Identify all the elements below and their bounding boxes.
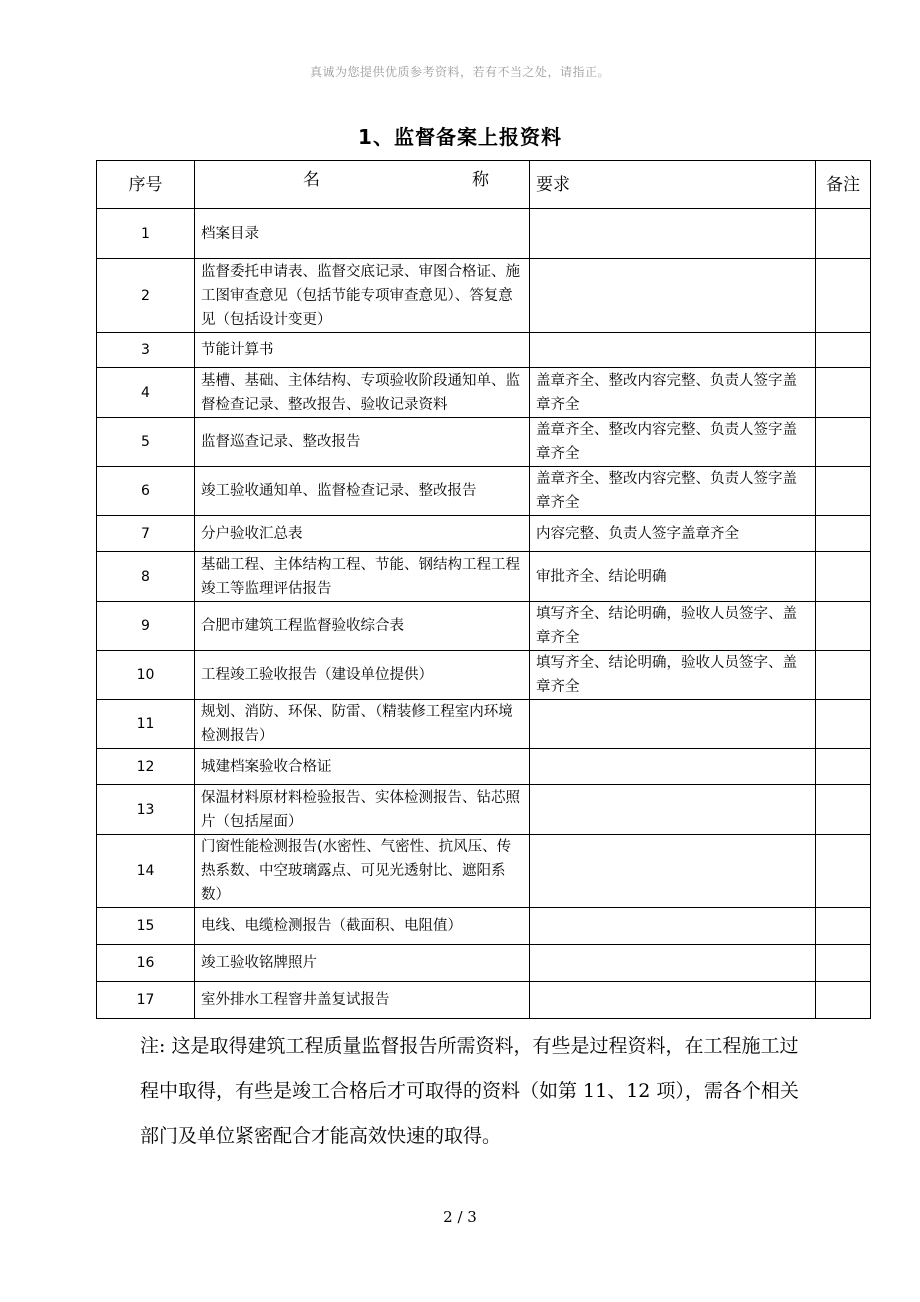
footnote-paragraph: 注: 这是取得建筑工程质量监督报告所需资料，有些是过程资料，在工程施工过程中取得，有些是竣工合格后才可取得的资料（如第 11、12 项），需各个相关部门及单位紧密配合才能高效快速的取得。 bbox=[140, 1035, 799, 1147]
row-requirement-cell bbox=[530, 945, 816, 982]
row-remarks-cell bbox=[816, 516, 871, 552]
header-seq: 序号 bbox=[97, 161, 195, 209]
row-name-cell: 保温材料原材料检验报告、实体检测报告、钻芯照片（包括屋面） bbox=[195, 785, 530, 835]
row-remarks-cell bbox=[816, 908, 871, 945]
row-requirement-cell bbox=[530, 835, 816, 908]
document-title: 1、监督备案上报资料 bbox=[358, 125, 562, 149]
row-name-cell: 合肥市建筑工程监督验收综合表 bbox=[195, 602, 530, 651]
header-remarks: 备注 bbox=[816, 161, 871, 209]
row-remarks-cell bbox=[816, 651, 871, 700]
row-name-cell: 基槽、基础、主体结构、专项验收阶段通知单、监督检查记录、整改报告、验收记录资料 bbox=[195, 368, 530, 418]
row-seq-cell: 8 bbox=[97, 552, 195, 602]
table-row bbox=[97, 516, 871, 552]
row-requirement-cell bbox=[530, 259, 816, 333]
row-requirement-cell bbox=[530, 785, 816, 835]
row-name-cell: 工程竣工验收报告（建设单位提供） bbox=[195, 651, 530, 700]
row-seq-cell: 11 bbox=[97, 700, 195, 749]
row-seq-cell: 7 bbox=[97, 516, 195, 552]
row-name-cell: 监督委托申请表、监督交底记录、审图合格证、施工图审查意见（包括节能专项审查意见）、答复意见（包括设计变更） bbox=[195, 259, 530, 333]
table-row bbox=[97, 368, 871, 418]
row-name-cell: 门窗性能检测报告(水密性、气密性、抗风压、传热系数、中空玻璃露点、可见光透射比、遮阳系数） bbox=[195, 835, 530, 908]
row-name-cell: 电线、电缆检测报告（截面积、电阻值） bbox=[195, 908, 530, 945]
row-name-cell: 监督巡查记录、整改报告 bbox=[195, 418, 530, 467]
header-requirement bbox=[530, 161, 816, 209]
row-remarks-cell bbox=[816, 209, 871, 259]
row-seq-cell: 6 bbox=[97, 467, 195, 516]
row-remarks-cell bbox=[816, 602, 871, 651]
row-seq-cell: 4 bbox=[97, 368, 195, 418]
row-remarks-cell bbox=[816, 835, 871, 908]
row-requirement-cell: 盖章齐全、整改内容完整、负责人签字盖章齐全 bbox=[530, 467, 816, 516]
row-seq-cell: 10 bbox=[97, 651, 195, 700]
row-name-cell: 节能计算书 bbox=[195, 333, 530, 368]
row-remarks-cell bbox=[816, 418, 871, 467]
row-remarks-cell bbox=[816, 982, 871, 1019]
table-row bbox=[97, 259, 871, 333]
row-name-cell: 竣工验收通知单、监督检查记录、整改报告 bbox=[195, 467, 530, 516]
page-number: 2 / 3 bbox=[443, 1208, 477, 1226]
table-row bbox=[97, 835, 871, 908]
table-row bbox=[97, 945, 871, 982]
table-row bbox=[97, 333, 871, 368]
row-requirement-cell: 填写齐全、结论明确，验收人员签字、盖章齐全 bbox=[530, 602, 816, 651]
row-seq-cell: 17 bbox=[97, 982, 195, 1019]
table-row bbox=[97, 209, 871, 259]
row-requirement-cell bbox=[530, 700, 816, 749]
row-requirement-cell bbox=[530, 333, 816, 368]
row-requirement-cell bbox=[530, 908, 816, 945]
row-name-cell: 规划、消防、环保、防雷、（精装修工程室内环境检测报告） bbox=[195, 700, 530, 749]
row-remarks-cell bbox=[816, 259, 871, 333]
row-name-cell: 档案目录 bbox=[195, 209, 530, 259]
table-row bbox=[97, 651, 871, 700]
table-row bbox=[97, 785, 871, 835]
row-remarks-cell bbox=[816, 749, 871, 785]
row-remarks-cell bbox=[816, 467, 871, 516]
header-name-part-b: 称 bbox=[472, 169, 489, 190]
row-requirement-cell: 填写齐全、结论明确，验收人员签字、盖章齐全 bbox=[530, 651, 816, 700]
row-seq-cell: 3 bbox=[97, 333, 195, 368]
row-requirement-cell bbox=[530, 982, 816, 1019]
table-row bbox=[97, 749, 871, 785]
table-row bbox=[97, 982, 871, 1019]
row-name-cell: 竣工验收铭牌照片 bbox=[195, 945, 530, 982]
row-requirement-cell: 盖章齐全、整改内容完整、负责人签字盖章齐全 bbox=[530, 418, 816, 467]
row-requirement-cell: 内容完整、负责人签字盖章齐全 bbox=[530, 516, 816, 552]
row-requirement-cell: 审批齐全、结论明确 bbox=[530, 552, 816, 602]
row-requirement-cell bbox=[530, 209, 816, 259]
requirements-table bbox=[96, 160, 871, 1019]
row-remarks-cell bbox=[816, 368, 871, 418]
row-remarks-cell bbox=[816, 785, 871, 835]
row-requirement-cell: 盖章齐全、整改内容完整、负责人签字盖章齐全 bbox=[530, 368, 816, 418]
row-name-cell: 分户验收汇总表 bbox=[195, 516, 530, 552]
table-row bbox=[97, 418, 871, 467]
row-seq-cell: 1 bbox=[97, 209, 195, 259]
row-seq-cell: 14 bbox=[97, 835, 195, 908]
header-name-part-a: 名 bbox=[303, 169, 320, 190]
row-name-cell: 城建档案验收合格证 bbox=[195, 749, 530, 785]
row-seq-cell: 5 bbox=[97, 418, 195, 467]
row-remarks-cell bbox=[816, 552, 871, 602]
table-row bbox=[97, 908, 871, 945]
header-disclaimer: 真诚为您提供优质参考资料，若有不当之处，请指正。 bbox=[309, 65, 610, 79]
table-row bbox=[97, 700, 871, 749]
row-name-cell: 室外排水工程窨井盖复试报告 bbox=[195, 982, 530, 1019]
table-row bbox=[97, 552, 871, 602]
table-row bbox=[97, 602, 871, 651]
header-requirement-label: 要求 bbox=[536, 174, 570, 195]
row-remarks-cell bbox=[816, 700, 871, 749]
header-name bbox=[195, 161, 530, 209]
row-seq-cell: 13 bbox=[97, 785, 195, 835]
table-body bbox=[97, 209, 871, 1019]
row-name-cell: 基础工程、主体结构工程、节能、钢结构工程工程竣工等监理评估报告 bbox=[195, 552, 530, 602]
row-seq-cell: 12 bbox=[97, 749, 195, 785]
row-seq-cell: 16 bbox=[97, 945, 195, 982]
row-requirement-cell bbox=[530, 749, 816, 785]
table-row bbox=[97, 467, 871, 516]
row-remarks-cell bbox=[816, 945, 871, 982]
row-seq-cell: 15 bbox=[97, 908, 195, 945]
row-seq-cell: 9 bbox=[97, 602, 195, 651]
row-seq-cell: 2 bbox=[97, 259, 195, 333]
row-remarks-cell bbox=[816, 333, 871, 368]
table-header-row bbox=[97, 161, 871, 209]
